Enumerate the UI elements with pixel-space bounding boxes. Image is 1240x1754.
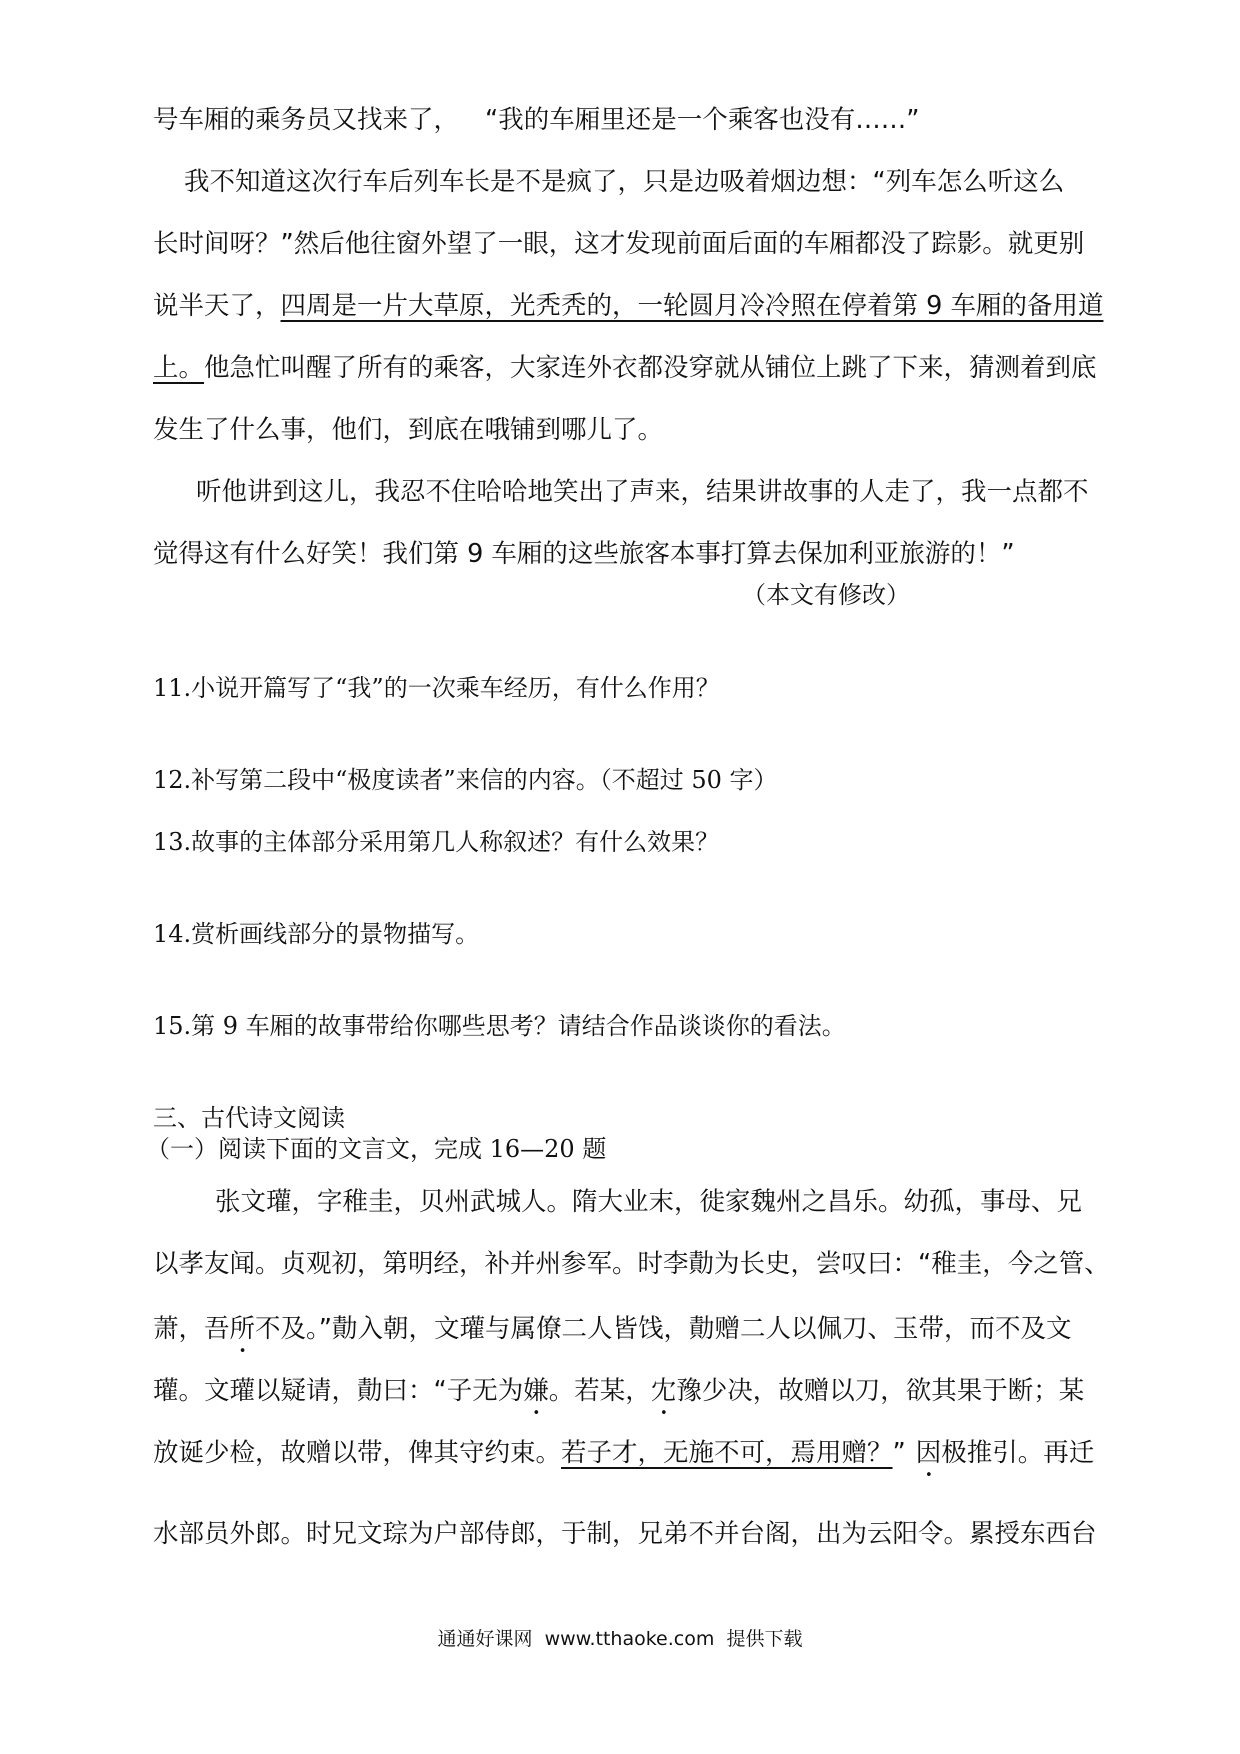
question-11: 11.小说开篇写了“我”的一次乘车经历，有什么作用？ [153,674,720,702]
classical-text-line: 张文瓘，字稚圭，贝州武城人。隋大业末，徙家魏州之昌乐。幼孤，事母、兄 [215,1187,1083,1217]
dotted-char: 因 [915,1438,942,1468]
underlined-passage: 若子才，无施不可，焉用赠？ [561,1438,893,1468]
classical-text-line: 以孝友闻。贞观初，第明经，补并州参军。时李勣为长史，尝叹曰：“稚圭，今之管、 [153,1249,1110,1279]
question-15: 15.第 9 车厢的故事带给你哪些思考？请结合作品谈谈你的看法。 [153,1012,846,1040]
classical-text-line: 水部员外郎。时兄文琮为户部侍郎，于制，兄弟不并台阁，出为云阳令。累授东西台 [153,1519,1097,1549]
story-line: 我不知道这次行车后列车长是不是疯了，只是边吸着烟边想：“列车怎么听这么 [184,167,1065,197]
underlined-passage: 四周是一片大草原，光秃秃的，一轮圆月冷冷照在停着第 9 车厢的备用道 [280,291,1104,321]
story-line: 上。他急忙叫醒了所有的乘客，大家连外衣都没穿就从铺位上跳了下来，猜测着到底 [153,353,1097,383]
question-12: 12.补写第二段中“极度读者”来信的内容。（不超过 50 字） [153,766,778,794]
section-subheading: （一）阅读下面的文言文，完成 16—20 题 [146,1135,607,1163]
classical-text-line: 放诞少检，故赠以带，俾其守约束。若子才，无施不可，焉用赠？” 因极推引。再迁 [153,1438,1095,1468]
dotted-char: 冘 [650,1376,677,1406]
story-line: 发生了什么事，他们，到底在哦铺到哪儿了。 [153,415,664,445]
story-line: 说半天了，四周是一片大草原，光秃秃的，一轮圆月冷冷照在停着第 9 车厢的备用道 [153,291,1104,321]
dotted-char: 所 [229,1314,256,1344]
question-13: 13.故事的主体部分采用第几人称叙述？有什么效果？ [153,828,720,856]
story-line: 号车厢的乘务员又找来了， “我的车厢里还是一个乘客也没有……” [153,105,920,135]
classical-text-line: 萧，吾所不及。”勣入朝，文瓘与属僚二人皆饯，勣赠二人以佩刀、玉带，而不及文 [153,1314,1072,1344]
page-footer: 通通好课网 www.tthaoke.com 提供下载 [437,1628,803,1650]
story-line: 长时间呀？”然后他往窗外望了一眼，这才发现前面后面的车厢都没了踪影。就更别 [153,229,1085,259]
section-heading: 三、古代诗文阅读 [153,1104,345,1132]
question-14: 14.赏析画线部分的景物描写。 [153,920,480,948]
underlined-passage: 上。 [153,353,205,383]
story-line: 听他讲到这儿，我忍不住哈哈地笑出了声来，结果讲故事的人走了，我一点都不 [196,477,1089,507]
dotted-char: 嫌 [523,1376,549,1406]
story-line: 觉得这有什么好笑！我们第 9 车厢的这些旅客本事打算去保加利亚旅游的！” [153,539,1015,569]
source-note: （本文有修改） [742,581,910,609]
classical-text-line: 瓘。文瓘以疑请，勣曰：“子无为嫌。若某，冘豫少决，故赠以刀，欲其果于断；某 [153,1376,1085,1406]
